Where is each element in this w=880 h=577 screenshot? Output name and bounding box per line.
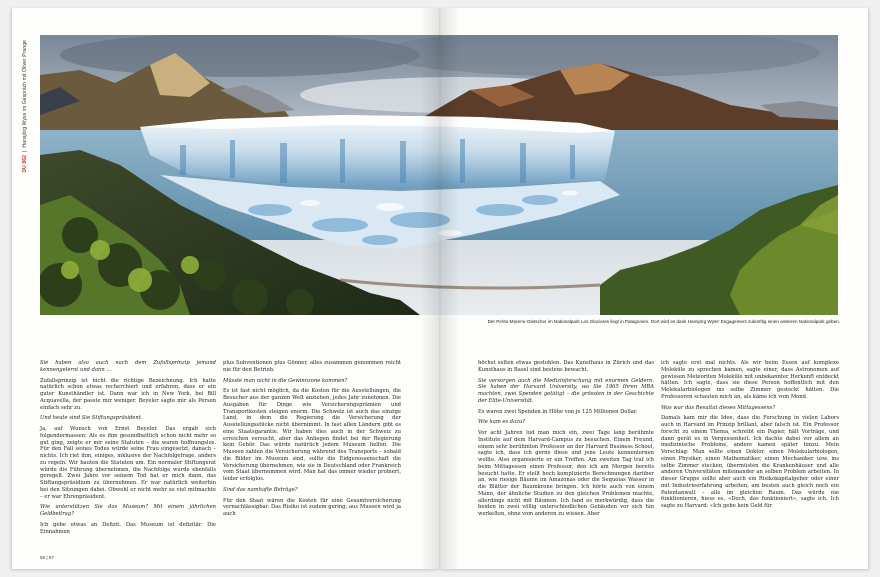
text-column-2 — [223, 360, 401, 522]
running-head: DU 862 | Hansjörg Wyss im Gespräch mit Oliver Prange — [22, 40, 28, 173]
interview-question: Sind das namhafte Beträge? — [223, 486, 298, 493]
text-column-1 — [40, 360, 216, 539]
interview-answer: Zufallsprinzip ist nicht die richtige Bezeichnung. Ich hatte natürlich schon etwas recherchiert und erfahren, dass er ein guter Kunsthändler ist. Dann war ich in New York, bei Bill Acquavella, der passte mir weniger. Beyeler sagte mir als Person einfach sehr zu. — [40, 377, 216, 411]
interview-answer: plus Subventionen plus Gönner, alles zusammen genommen reicht nie für den Betrieb. — [223, 360, 401, 373]
interview-answer: Damals kam mir die Idee, dass die Forschung in vielen Labors auch in Harvard im Prinzip brillant, aber falsch ist. Ein Professor forscht zu einem Thema, schreibt ein Papier, hält Vorträge, und dann gerät es in Vergessenheit. Ich dachte dabei vor allem an medizinische Probleme, andere kamen später hinzu. Mein Vorschlag: Man sollte einen Doktor, einen Molekularbiologen, einen Physiker, einen Mathematiker, einen Mechaniker usw. ins selbe Zimmer stecken, übermüsten die Krankenhäuser und alle anderen Universitäten miteinander an selben Problem arbeiten. In dieser Gruppe sollte aber auch ein Risikokapitalgeber oder einer mit Industrieerfahrung arbeiten, am besten auch gleich noch ein Patentanwalt – alle im gleichen Raum. Das würde nie funktionieren, hiess es. «Doch, das funktioniert», sagte ich. Ich sagte zu Harvard: «Ich gebe kein Geld für — [661, 415, 839, 509]
interview-answer: Ich gebe etwas an Defizit. Das Museum ist defizitär. Die Einnahmen — [40, 521, 216, 535]
interview-question: Müsste man nicht in die Gewinnzone kommen? — [223, 377, 348, 384]
interview-answer: Es waren zwei Spenden in Höhe von je 125 Millionen Dollar. — [478, 408, 638, 415]
magazine-issue: DU 862 — [22, 154, 28, 173]
interview-answer: Vor acht Jahren lud man mich ein, zwei Tage lang berühmte Institute auf dem Harvard-Campus zu besuchen. Einem Freund, einem sehr berühmten Professor an der Harvard Business School, sagte ich, dass ich gerne diese und jene Leute kennenlernen wollte. Also organisierte er ein Treffen. Am zweiten Tag traf ich beim Mittagessen einen Professor, den ich am Morgen bereits besucht hatte. Er stellt hoch komplizierte Berechnungen darüber an, wie riesige Bäume im Amazonas oder die Sequoias Wasser in die Blätter der Baumkrone bringen. Ich hörte auch von einem Mann, der ähnliche Studien zu den gleichen Problemen machte, allerdings nicht mit Bäumen. Ich fand es merkwürdig, dass die beiden in zwei völlig unterschiedlichen Gebäuden vor sich hin werkelten, ohne vom anderen zu wissen. Aber — [478, 430, 654, 517]
page-numbers: 56 | 57 — [40, 555, 54, 560]
interview-answer: ich sagte erst mal nichts. Als wir beim Essen auf komplexe Moleküle zu sprechen kamen, sagte einer, dass Astronomen auf gewissen Meteoriten Moleküle mit unbekannter Herkunft entdeckt hätten. Ich sagte, dass sie diese Person hoffentlich mit den Molekularbiologen ins selbe Zimmer gesteckt hätten. Die Professoren schauten mich an, als käme ich vom Mond. — [661, 360, 839, 400]
interview-question: Wie kam es dazu? — [478, 419, 526, 426]
interview-question: Und heute sind Sie Stiftungspräsident. — [40, 415, 143, 422]
interview-answer: höchst selten etwas gestohlen. Das Kunsthaus in Zürich und das Kunsthaus in Basel sind bestens bewacht. — [478, 360, 654, 373]
interview-answer: Ja, auf Wunsch von Ernst Beyeler. Das ergab sich folgendermassen: Als es ihm gesundheitlich schon nicht mehr so gut ging, zeigte er mir seine Statuten – die waren hoffnungslos. Für den Fall seines Todes würde seine Frau eingesetzt, danach – nichts. Ich riet ihm, einiges, inklusive der Nachfolgefrage, anders zu regeln. Wir bauten die Statuten um. Ein normaler Stiftungsrat würde die Führung übernehmen, die Nachfolge wurde ebenfalls geregelt. Zwei Jahre vor seinem Tod hat er mich dann, das Stiftungspräsidium zu übernehmen. Er war natürlich weiterhin bei den Sitzungen dabei. Obwohl er nicht mehr so viel mitmachte – er war Ehrenpräsident. — [40, 426, 216, 500]
photo-caption: Der Perito-Moreno-Gletscher im Nationalpark Los Glaciares liegt in Patagonien. Dort wird es dank Hansjörg Wyss' Engagement zukünftig einen weiteren Nationalpark geben. — [487, 319, 840, 324]
interview-answer: Für den Staat wären die Kosten für eine Gesamtversicherung vernachlässigbar. Das Risiko ist zudem gering, aus Museen wird ja auch — [223, 497, 401, 517]
text-column-4 — [661, 360, 839, 514]
interview-question: Was war das Resultat dieses Mittagessens? — [661, 404, 776, 411]
running-head-text: Hansjörg Wyss im Gespräch mit Oliver Prange — [22, 40, 28, 148]
text-column-3 — [478, 360, 654, 522]
interview-question: Wie unterstützen Sie das Museum? Mit einem jährlichen Geldbeitrag? — [40, 504, 216, 517]
interview-question: Sie haben also auch nach dem Zufallsprinzip jemand kennengelernt und dann … — [40, 360, 216, 373]
glacier-photo — [40, 35, 838, 315]
interview-question: Sie versorgen auch die Medizinforschung mit enormen Geldern. Sie haben der Harvard University, wo Sie 1965 Ihren MBA machten, zwei Spenden getätigt – die grössten in der Geschichte der Elite-Universität. — [478, 377, 654, 404]
interview-answer: Es ist fast nicht möglich, da die Kosten für die Ausstellungen, die Besucher aus der ganzen Welt anziehen, jedes Jahr zunehmen. Die Ausgaben für Dinge wie Versicherungsprämien und Transportkosten steigen enorm. Die Schweiz ist auch das einzige Land, in dem die Regierung die Versicherung der Ausstellungsstücke nicht übernimmt. In fast allen Ländern gibt es eine Staatsgarantie. Wir haben dies auch in der Schweiz zu erreichen versucht, aber das Anliegen findet bei der Regierung kein Gehör. Das würde natürlich jedem Museum helfen. Die Museen zahlen die Versicherung während des Transports – sobald die Bilder im Museum sind, sollte die Eidgenossenschaft die Versicherung übernehmen, wie sie in Deutschland oder Frankreich vom Staat übernommen wird. Man hat das immer wieder probiert, leider erfolglos. — [223, 388, 401, 482]
